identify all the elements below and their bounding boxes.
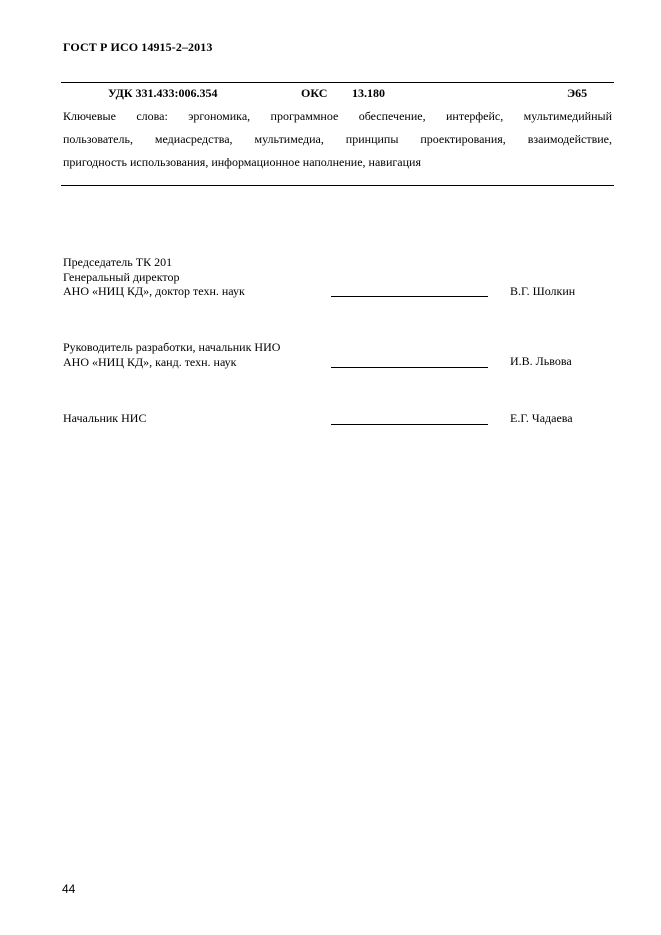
position-line: Руководитель разработки, начальник НИО bbox=[63, 340, 281, 354]
position-line: Начальник НИС bbox=[63, 411, 147, 425]
oks-code: 13.180 bbox=[352, 86, 385, 100]
signature-line-1 bbox=[331, 296, 488, 297]
signatory-name-2: И.В. Львова bbox=[510, 354, 572, 368]
position-line: Генеральный директор bbox=[63, 269, 180, 284]
udk-code: УДК 331.433:006.354 bbox=[108, 86, 218, 100]
signatory-position-2 bbox=[63, 340, 280, 369]
signatory-name-1: В.Г. Шолкин bbox=[510, 284, 576, 298]
signatory-position-3 bbox=[63, 411, 146, 426]
top-divider bbox=[61, 82, 614, 83]
position-line: Председатель ТК 201 bbox=[63, 255, 173, 269]
document-header: ГОСТ Р ИСО 14915-2–2013 bbox=[63, 40, 213, 54]
keywords-paragraph bbox=[63, 105, 612, 174]
oks-label: ОКС bbox=[301, 86, 328, 100]
keywords-line: Ключевые слова: эргономика, программное обеспечение, интерфейс, мультимедийный bbox=[63, 109, 612, 123]
signatory-name-3: Е.Г. Чадаева bbox=[510, 411, 573, 425]
position-line: АНО «НИЦ КД», канд. техн. наук bbox=[63, 354, 237, 369]
keywords-line: пользователь, медиасредства, мультимедиа, принципы проектирования, взаимодействие, bbox=[63, 132, 612, 146]
position-line: АНО «НИЦ КД», доктор техн. наук bbox=[63, 284, 245, 298]
signature-line-3 bbox=[331, 424, 488, 425]
keywords-line: пригодность использования, информационное наполнение, навигация bbox=[63, 155, 421, 169]
page-number: 44 bbox=[62, 882, 76, 896]
bottom-divider bbox=[61, 185, 614, 186]
e-code: Э65 bbox=[567, 86, 588, 100]
signature-line-2 bbox=[331, 367, 488, 368]
signatory-position-1 bbox=[63, 255, 245, 299]
